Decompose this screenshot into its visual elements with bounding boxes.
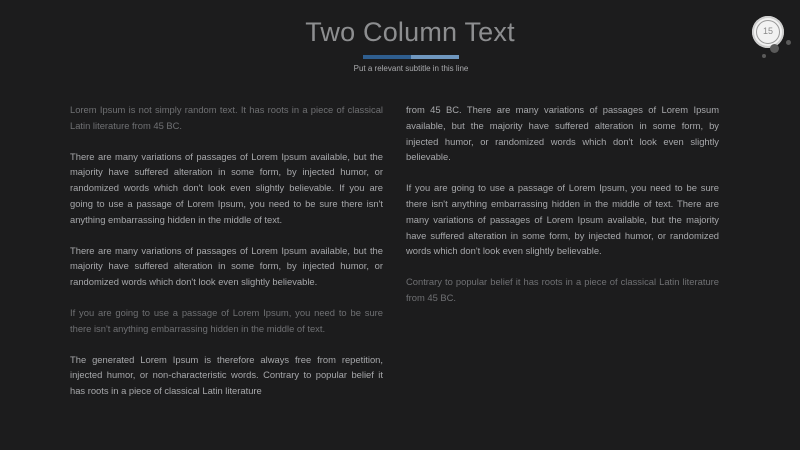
page-number: 15 xyxy=(762,26,773,36)
right-paragraph-2: If you are going to use a passage of Lorem Ipsum, you need to be sure there isn't anything embarrassing hidden in the middle of text. There are many variations of passages of Lorem Ipsum available, but the majority have suffered alteration in some form, by injected humor, or randomized words which don't look even slightly believable. xyxy=(406,182,719,257)
page-number-badge xyxy=(752,16,784,48)
decor-dot-icon xyxy=(762,54,766,58)
left-column xyxy=(70,102,383,414)
left-paragraph-2: There are many variations of passages of Lorem Ipsum available, but the majority have suffered alteration in some form, by injected humor, or randomized words which don't look even slightly believable. If you are going to use a passage of Lorem Ipsum, you need to be sure there isn't anything embarrassing hidden in the middle of text. xyxy=(70,150,383,225)
slide-subtitle: Put a relevant subtitle in this line xyxy=(353,64,469,73)
left-paragraph-4: If you are going to use a passage of Lorem Ipsum, you need to be sure there isn't anything embarrassing hidden in the middle of text. xyxy=(70,306,383,334)
right-paragraph-1: from 45 BC. There are many variations of passages of Lorem Ipsum available, but the majority have suffered alteration in some form, by injected humor, or randomized words which don't look even slightly believable. xyxy=(406,104,719,163)
right-paragraph-3: Contrary to popular belief it has roots in a piece of classical Latin literature from 45 BC. xyxy=(406,276,719,303)
slide-title: Two Column Text xyxy=(305,17,515,47)
left-paragraph-3: There are many variations of passages of Lorem Ipsum available, but the majority have suffered alteration in some form, by injected humor, or randomized words which don't look even slightly believable. xyxy=(70,244,383,288)
title-underline xyxy=(363,55,459,59)
right-column xyxy=(406,102,719,321)
decor-dot-icon xyxy=(770,44,779,53)
left-paragraph-1: Lorem Ipsum is not simply random text. It has roots in a piece of classical Latin literature from 45 BC. xyxy=(70,104,383,131)
decor-dot-icon xyxy=(786,40,791,45)
left-paragraph-5: The generated Lorem Ipsum is therefore always free from repetition, injected humor, or non-characteristic words. Contrary to popular belief it has roots in a piece of classical Latin literature xyxy=(70,353,383,397)
